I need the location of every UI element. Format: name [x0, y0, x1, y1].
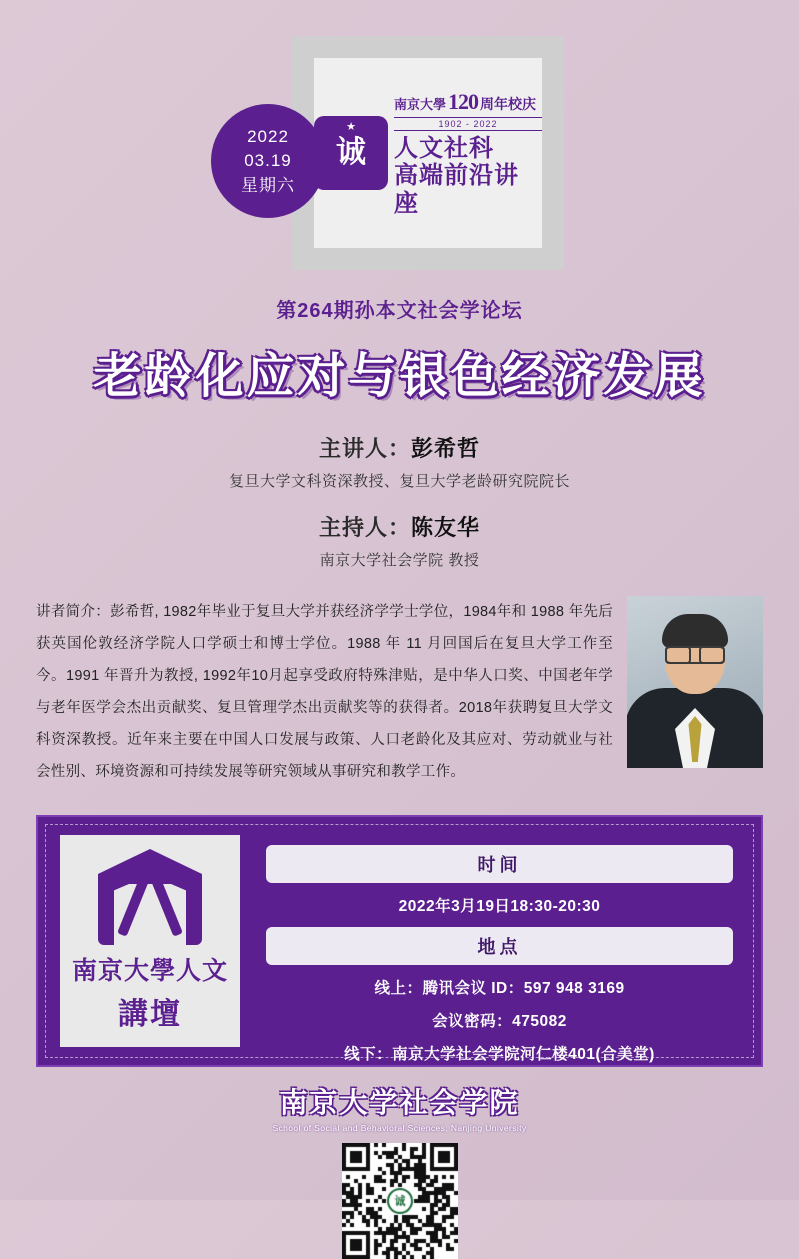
series-line-2: 高端前沿讲座	[394, 162, 519, 217]
anniversary-years: 1902 - 2022	[394, 117, 542, 131]
speaker-name: 彭希哲	[411, 436, 481, 461]
school-name-en: School of Social and Behavioral Sciences, Nanjing University	[272, 1123, 527, 1133]
time-label: 时间	[266, 845, 733, 883]
qr-code-canvas	[342, 1143, 458, 1259]
biography-text: 讲者简介：彭希哲, 1982年毕业于复旦大学并获经济学学士学位，1984年和 1988 年先后获英国伦敦经济学院人口学硕士和博士学位。1988 年 11 月回国后在复旦大学工作至今。1991 年晋升为教授, 1992年10月起享受政府特殊津贴，是中华人口奖、中国老年学与老年医学会杰出贡献奖、复旦管理学杰出贡献奖等的获得者。2018年获聘复旦大学文科资深教授。近年来主要在中国人口发展与政策、人口老龄化及其应对、劳动就业与社会性别、环境资源和可持续发展等研究领域从事研究和教学工作。	[36, 604, 613, 780]
forum-brand-line-2: 講壇	[118, 998, 182, 1031]
speaker-role-label: 主讲人：	[318, 436, 411, 461]
forum-logo-icon	[98, 849, 202, 945]
forum-logo-bar	[122, 875, 178, 884]
forum-subtitle: 第264期孙本文社会学论坛	[276, 300, 523, 322]
humanities-forum-brand	[60, 835, 240, 1047]
page-title: 老龄化应对与银色经济发展	[93, 350, 706, 403]
forum-logo-ren	[120, 877, 180, 939]
poster-header	[0, 0, 799, 290]
glasses-icon	[667, 646, 723, 664]
host-block	[0, 511, 799, 570]
host-role-label: 主持人：	[318, 515, 411, 540]
lecture-series-logo	[314, 58, 542, 248]
nju-seal-icon	[314, 116, 388, 190]
lecture-series-logo-panel	[292, 36, 564, 270]
anniversary-line	[394, 89, 542, 115]
place-label: 地点	[266, 927, 733, 965]
seal-text: 诚	[336, 136, 366, 169]
series-line-1: 人文社科	[394, 134, 494, 162]
speaker-role-name	[0, 432, 799, 463]
time-value: 2022年3月19日18:30-20:30	[398, 898, 601, 915]
event-details	[266, 845, 733, 1075]
speaker-portrait	[627, 596, 763, 768]
qr-code	[342, 1143, 458, 1259]
host-name: 陈友华	[411, 515, 481, 540]
forum-brand-line-1: 南京大學人文	[71, 958, 228, 985]
host-description: 南京大学社会学院 教授	[319, 552, 480, 569]
poster-footer	[0, 1081, 799, 1259]
portrait-hair	[662, 614, 728, 648]
school-name-cn: 南京大学社会学院	[279, 1088, 520, 1119]
meeting-password: 会议密码：475082	[432, 1013, 567, 1030]
online-info: 线上：腾讯会议 ID：597 948 3169	[374, 980, 625, 997]
star-icon: ★	[346, 121, 356, 133]
biography-section	[36, 596, 763, 801]
date-monthday: 03.19	[244, 151, 292, 171]
host-role-name	[0, 511, 799, 542]
date-year: 2022	[247, 127, 289, 147]
event-info-card	[36, 815, 763, 1067]
university-name: 南京大學	[394, 96, 447, 112]
speaker-description: 复旦大学文科资深教授、复旦大学老龄研究院院长	[228, 473, 570, 490]
offline-info: 线下：南京大学社会学院河仁楼401(合美堂)	[344, 1046, 655, 1063]
date-weekday: 星期六	[241, 175, 295, 195]
logo-text-block	[394, 89, 542, 218]
anniversary-number: 120	[448, 88, 479, 114]
date-badge	[211, 104, 325, 218]
speaker-block	[0, 432, 799, 491]
anniversary-text: 周年校庆	[480, 97, 537, 113]
